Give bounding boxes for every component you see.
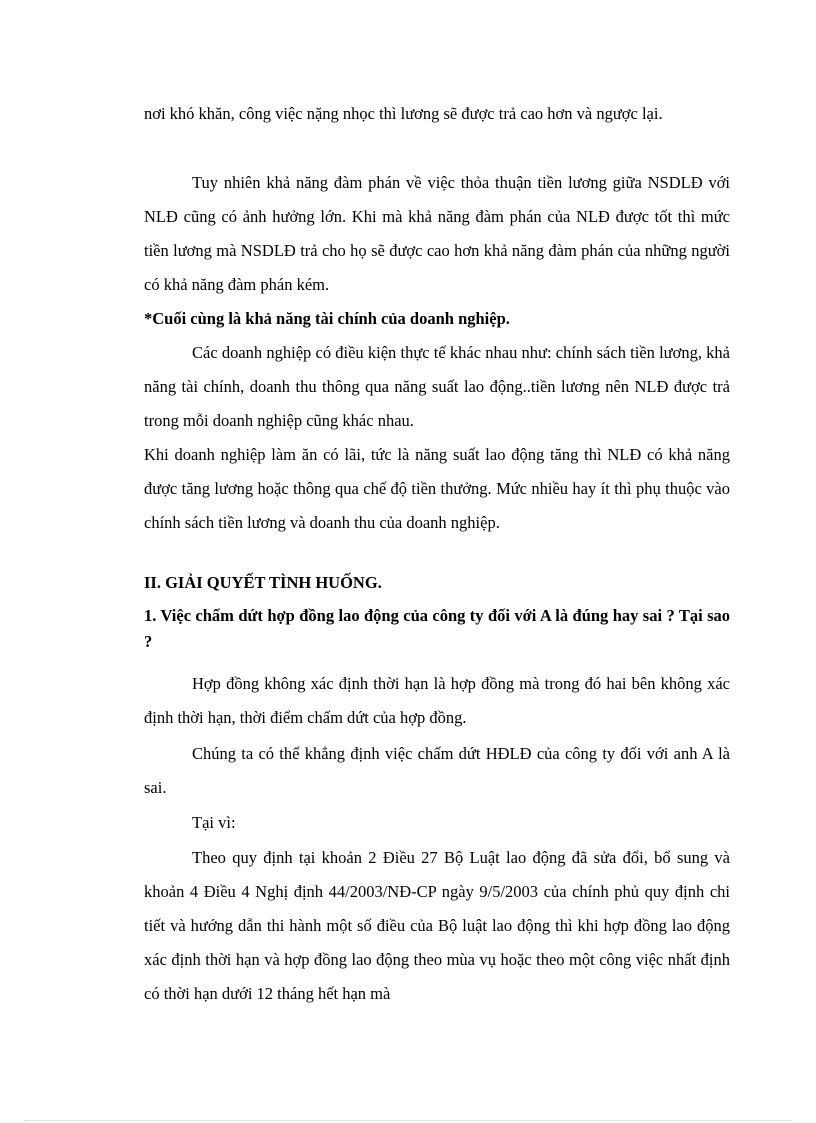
- paragraph-profit: Khi doanh nghiệp làm ăn có lãi, tức là năng suất lao động tăng thì NLĐ có khả năng được tăng lương hoặc thông qua chế độ tiền thưởng. Mức nhiều hay ít thì phụ thuộc vào chính sách tiền lương và doanh thu của doanh nghiệp.: [144, 445, 730, 532]
- page-bottom-divider: [24, 1120, 792, 1121]
- paragraph-reason-label: Tại vì:: [192, 813, 236, 832]
- paragraph-legal-basis: Theo quy định tại khoản 2 Điều 27 Bộ Luật lao động đã sửa đổi, bổ sung và khoản 4 Điều 4 Nghị định 44/2003/NĐ-CP ngày 9/5/2003 của chính phủ quy định chi tiết và hướng dẫn thi hành một số điều của Bộ luật lao động thì khi hợp đồng lao động xác định thời hạn và hợp đồng lao động theo mùa vụ hoặc theo một công việc nhất định có thời hạn dưới 12 tháng hết hạn mà: [144, 848, 730, 1003]
- paragraph-indefinite-contract: Hợp đồng không xác định thời hạn là hợp đồng mà trong đó hai bên không xác định thời hạn, thời điểm chấm dứt của hợp đồng.: [144, 674, 730, 727]
- paragraph-conclusion: Chúng ta có thể khẳng định việc chấm dứt HĐLĐ của công ty đối với anh A là sai.: [144, 744, 730, 797]
- section-heading-ii: II. GIẢI QUYẾT TÌNH HUỐNG.: [144, 573, 382, 592]
- question-heading-1: 1. Việc chấm dứt hợp đồng lao động của công ty đối với A là đúng hay sai ? Tại sao ?: [144, 606, 730, 651]
- heading-financial-capacity: *Cuối cùng là khả năng tài chính của doanh nghiệp.: [144, 309, 510, 328]
- paragraph-wage-difficulty: nơi khó khăn, công việc nặng nhọc thì lương sẽ được trả cao hơn và ngược lại.: [144, 104, 663, 123]
- paragraph-enterprise-conditions: Các doanh nghiệp có điều kiện thực tế khác nhau như: chính sách tiền lương, khả năng tài chính, doanh thu thông qua năng suất lao động..tiền lương nên NLĐ được trả trong mỗi doanh nghiệp cũng khác nhau.: [144, 343, 730, 430]
- paragraph-negotiation: Tuy nhiên khả năng đàm phán về việc thỏa thuận tiền lương giữa NSDLĐ với NLĐ cũng có ảnh hưởng lớn. Khi mà khả năng đàm phán của NLĐ được tốt thì mức tiền lương mà NSDLĐ trả cho họ sẽ được cao hơn khả năng đàm phán của những người có khả năng đàm phán kém.: [144, 173, 730, 294]
